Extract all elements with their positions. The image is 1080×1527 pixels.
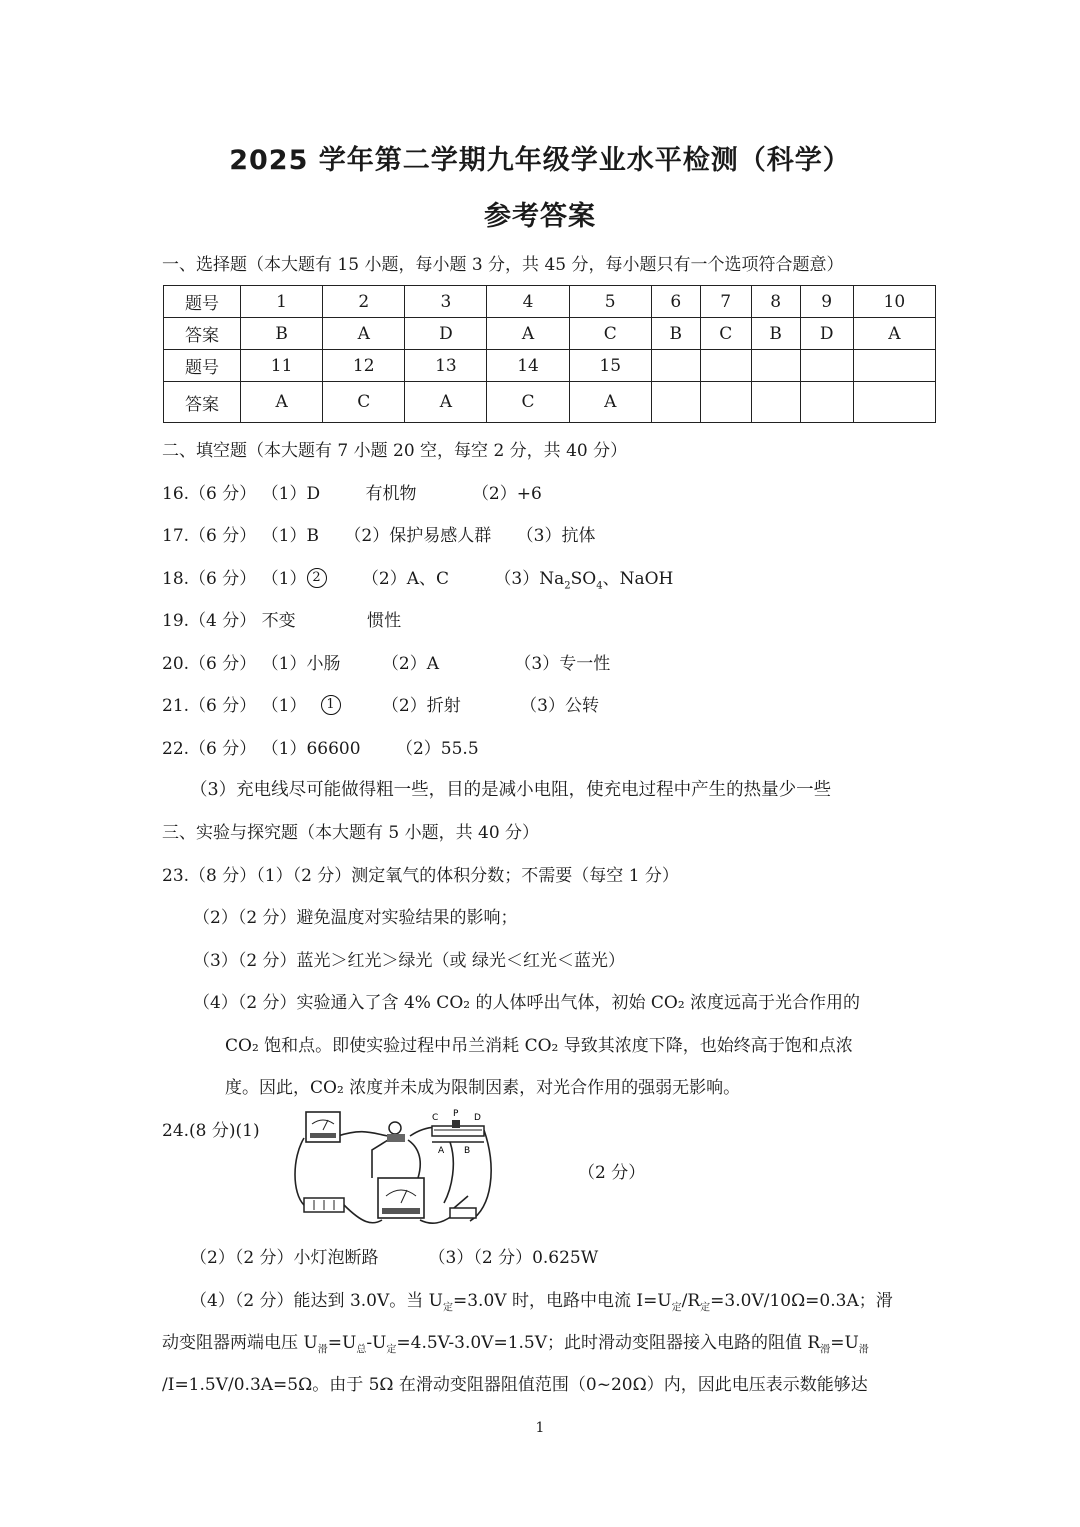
- answer-part: （1）D: [261, 484, 321, 504]
- answer-q19: [162, 606, 401, 631]
- table-cell: [800, 350, 853, 382]
- page-number: 1: [535, 1420, 545, 1436]
- page-title: 2025 学年第二学期九年级学业水平检测（科学）: [229, 145, 851, 176]
- table-cell: A: [241, 382, 323, 423]
- table-row: [164, 382, 936, 423]
- answer-part: 惯性: [367, 611, 402, 631]
- table-cell: C: [487, 382, 569, 423]
- table-cell: 10: [853, 286, 935, 318]
- answer-q23-line6: 度。因此，CO₂ 浓度并未成为限制因素，对光合作用的强弱无影响。: [225, 1078, 741, 1098]
- circuit-diagram: [292, 1108, 497, 1233]
- table-cell: 题号: [164, 286, 241, 318]
- table-cell: 1: [241, 286, 323, 318]
- switch-icon: [450, 1196, 476, 1218]
- table-cell: 2: [323, 286, 405, 318]
- answer-q22-part3: （3）充电线尽可能做得粗一些，目的是减小电阻，使充电过程中产生的热量少一些: [190, 780, 832, 800]
- question-number: 21.（6 分）: [162, 696, 257, 716]
- circled-number: 1: [321, 695, 341, 715]
- table-row: [164, 350, 936, 382]
- table-cell: [700, 350, 751, 382]
- answer-part: （1）66600: [261, 739, 361, 759]
- question-number: 18.（6 分）: [162, 569, 257, 589]
- question-number: 20.（6 分）: [162, 654, 257, 674]
- terminal-label: A: [438, 1146, 445, 1156]
- table-cell: 题号: [164, 350, 241, 382]
- table-cell: [853, 350, 935, 382]
- answer-q20: [162, 649, 610, 674]
- table-cell: A: [323, 318, 405, 350]
- table-cell: A: [569, 382, 651, 423]
- table-cell: [751, 382, 800, 423]
- ammeter-icon: [306, 1112, 340, 1142]
- table-cell: 答案: [164, 382, 241, 423]
- table-cell: B: [241, 318, 323, 350]
- answer-q23-line1: 23.（8 分）（1）（2 分）测定氧气的体积分数；不需要（每空 1 分）: [162, 866, 679, 886]
- table-cell: C: [323, 382, 405, 423]
- answer-part: （2）折射: [381, 696, 461, 716]
- terminal-label: P: [453, 1109, 459, 1119]
- answer-q23-line5: CO₂ 饱和点。即使实验过程中吊兰消耗 CO₂ 导致其浓度下降，也始终高于饱和点浓: [225, 1036, 853, 1056]
- table-cell: 4: [487, 286, 569, 318]
- table-cell: B: [651, 318, 700, 350]
- table-cell: C: [569, 318, 651, 350]
- answer-part: （3）专一性: [514, 654, 611, 674]
- table-cell: C: [700, 318, 751, 350]
- table-row: [164, 318, 936, 350]
- answer-part: （2）55.5: [395, 739, 479, 759]
- answer-part: （1）: [261, 696, 307, 716]
- table-cell: 6: [651, 286, 700, 318]
- table-cell: B: [751, 318, 800, 350]
- question-number: 19.（4 分）: [162, 611, 257, 631]
- battery-icon: [304, 1198, 344, 1212]
- answer-part: （2）A、C: [361, 569, 450, 589]
- bulb-icon: [387, 1122, 405, 1142]
- table-cell: [853, 382, 935, 423]
- table-cell: [751, 350, 800, 382]
- answer-q24-line5: /I=1.5V/0.3A=5Ω。由于 5Ω 在滑动变阻器阻值范围（0~20Ω）内，因此电压表示数能够达: [162, 1375, 868, 1395]
- rheostat-icon: [432, 1120, 484, 1142]
- question-number: 16.（6 分）: [162, 484, 257, 504]
- table-cell: 12: [323, 350, 405, 382]
- table-cell: 答案: [164, 318, 241, 350]
- table-cell: 7: [700, 286, 751, 318]
- answer-q18: [162, 564, 673, 591]
- table-cell: 15: [569, 350, 651, 382]
- table-cell: 9: [800, 286, 853, 318]
- answer-q22: [162, 734, 479, 759]
- table-cell: [651, 350, 700, 382]
- answer-part: （1）: [261, 569, 307, 589]
- answer-part: （2）A: [381, 654, 439, 674]
- answer-q16: [162, 479, 542, 504]
- answer-q23-line4: （4）（2 分）实验通入了含 4% CO₂ 的人体呼出气体，初始 CO₂ 浓度远高于光合作用的: [193, 993, 861, 1013]
- table-cell: D: [800, 318, 853, 350]
- table-cell: 13: [405, 350, 487, 382]
- answer-q23-line3: （3）（2 分）蓝光＞红光＞绿光（或 绿光＜红光＜蓝光）: [193, 951, 625, 971]
- answer-part: 有机物: [365, 484, 417, 504]
- answer-part: （2）+6: [471, 484, 542, 504]
- answer-part: （1）小肠: [261, 654, 341, 674]
- table-row: [164, 286, 936, 318]
- answer-q24-line4: 动变阻器两端电压 $U_滑=U_总-U_定=4.5V-3.0V=1.5V$；此时滑动变阻器接入电路的阻值 $R_滑=U_滑$: [162, 1333, 869, 1356]
- answer-table: [163, 285, 936, 423]
- page-subtitle: 参考答案: [484, 201, 596, 232]
- table-cell: 14: [487, 350, 569, 382]
- answer-q24-score1: （2 分）: [578, 1163, 646, 1183]
- answer-part: （3）抗体: [516, 526, 596, 546]
- answer-q17: [162, 521, 595, 546]
- table-cell: [800, 382, 853, 423]
- circled-number: 2: [307, 568, 327, 588]
- answer-part: 不变: [261, 611, 296, 631]
- terminal-label: B: [464, 1146, 471, 1156]
- section3-heading: 三、实验与探究题（本大题有 5 小题，共 40 分）: [162, 823, 540, 843]
- question-number: 22.（6 分）: [162, 739, 257, 759]
- voltmeter-icon: [378, 1178, 424, 1218]
- answer-q24-line1: 24.(8 分)(1): [162, 1121, 260, 1141]
- terminal-label: D: [474, 1113, 481, 1123]
- answer-q24-line3: （4）（2 分）能达到 3.0V。当 $U_定=3.0V$ 时，电路中电流 $I=U_定/R_定=3.0V/10\Omega=0.3A$；滑: [190, 1291, 893, 1314]
- table-cell: [651, 382, 700, 423]
- table-cell: A: [405, 382, 487, 423]
- answer-q23-line2: （2）（2 分）避免温度对实验结果的影响；: [193, 908, 518, 928]
- section2-heading: 二、填空题（本大题有 7 小题 20 空，每空 2 分，共 40 分）: [162, 441, 628, 461]
- table-cell: 11: [241, 350, 323, 382]
- question-number: 17.（6 分）: [162, 526, 257, 546]
- answer-part: （2）保护易感人群: [344, 526, 492, 546]
- answer-part: （1）B: [261, 526, 319, 546]
- table-cell: A: [853, 318, 935, 350]
- table-cell: [700, 382, 751, 423]
- answer-part: （3）公转: [520, 696, 599, 716]
- terminal-label: C: [432, 1113, 439, 1123]
- section1-heading: 一、选择题（本大题有 15 小题，每小题 3 分，共 45 分，每小题只有一个选项符合题意）: [162, 255, 844, 275]
- table-cell: 8: [751, 286, 800, 318]
- table-cell: A: [487, 318, 569, 350]
- table-cell: D: [405, 318, 487, 350]
- table-cell: 5: [569, 286, 651, 318]
- table-cell: 3: [405, 286, 487, 318]
- answer-part: $(3)Na_2SO_4$、NaOH: [494, 569, 674, 592]
- answer-q21: [162, 691, 599, 716]
- answer-q24-line2: （2）（2 分）小灯泡断路 （3）（2 分）0.625W: [190, 1248, 599, 1268]
